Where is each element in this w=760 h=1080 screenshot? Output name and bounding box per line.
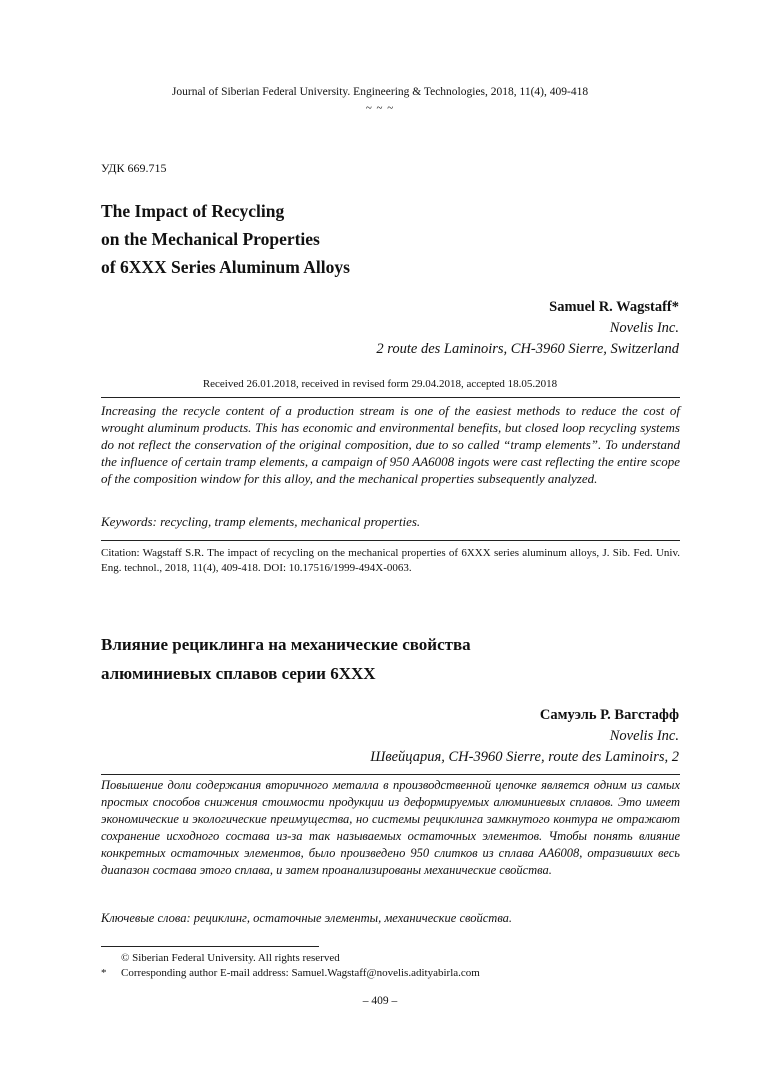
title-line: The Impact of Recycling	[101, 201, 285, 221]
header-ornament: ~ ~ ~	[365, 102, 395, 114]
article-title-en	[101, 197, 350, 281]
footnotes	[101, 951, 480, 981]
author-block-en	[376, 297, 679, 360]
citation: Citation: Wagstaff S.R. The impact of recycling on the mechanical properties of 6XXX series aluminum alloys, J. Sib. Fed. Univ. Eng. technol., 2018, 11(4), 409-418. DOI: 10.17516/1999-494X-0063.	[101, 547, 680, 574]
footnote-corresponding	[101, 966, 480, 981]
copyright-text: © Siberian Federal University. All rights reserved	[121, 952, 340, 964]
title-line: алюминиевых сплавов серии 6ХХХ	[101, 664, 376, 683]
author-block-ru	[370, 705, 679, 768]
author-name: Samuel R. Wagstaff*	[549, 299, 679, 315]
divider-citation	[101, 540, 680, 541]
abstract-en: Increasing the recycle content of a production stream is one of the easiest methods to reduce the cost of wrought aluminum products. This has economic and environmental benefits, but closed loop recycling systems do not reflect the conservation of the original composition, due to so called “tramp elements”. To understand the influence of certain tramp elements, a campaign of 950 AA6008 ingots were cast reflecting the entire scope of the composition window for this alloy, and the mechanical properties subsequently analyzed.	[101, 403, 680, 486]
page-number: – 409 –	[362, 995, 398, 1007]
footnote-copyright	[101, 951, 480, 966]
author-affiliation: Novelis Inc.	[609, 728, 679, 744]
author-address: 2 route des Laminoirs, CH-3960 Sierre, Switzerland	[376, 341, 679, 357]
divider-top	[101, 397, 680, 398]
abstract-ru: Повышение доли содержания вторичного металла в производственной цепочке является одним из самых простых способов снижения стоимости продукции из деформируемых алюминиевых сплавов. Это имеет экономические и экологические преимущества, но системы рециклинга замкнутого контура не отражают сохранение исходного состава из-за так называемых остаточных элементов. Чтобы понять влияние конкретных остаточных элементов, было произведено 950 слитков из сплава АА6008, отразивших весь диапазон состава этого сплава, и затем проанализированы механические свойства.	[101, 778, 680, 877]
author-affiliation: Novelis Inc.	[609, 320, 679, 336]
footnote-mark: *	[101, 967, 107, 979]
udk-code: УДК 669.715	[101, 161, 167, 175]
author-address: Швейцария, CH-3960 Sierre, route des Laminoirs, 2	[370, 749, 679, 765]
author-name: Самуэль Р. Вагстафф	[539, 707, 679, 723]
keywords-ru: Ключевые слова: рециклинг, остаточные элементы, механические свойства.	[101, 911, 513, 925]
title-line: of 6XXX Series Aluminum Alloys	[101, 257, 350, 277]
title-line: on the Mechanical Properties	[101, 229, 320, 249]
divider-ru	[101, 774, 680, 775]
footnote-rule	[101, 946, 319, 947]
keywords-en: Keywords: recycling, tramp elements, mechanical properties.	[101, 514, 421, 529]
article-title-ru	[101, 630, 471, 688]
journal-header: Journal of Siberian Federal University. Engineering & Technologies, 2018, 11(4), 409-418	[171, 86, 589, 98]
received-dates: Received 26.01.2018, received in revised form 29.04.2018, accepted 18.05.2018	[202, 378, 558, 390]
corresponding-author-email: Corresponding author E-mail address: Samuel.Wagstaff@novelis.adityabirla.com	[121, 967, 480, 979]
title-line: Влияние рециклинга на механические свойства	[101, 635, 471, 654]
